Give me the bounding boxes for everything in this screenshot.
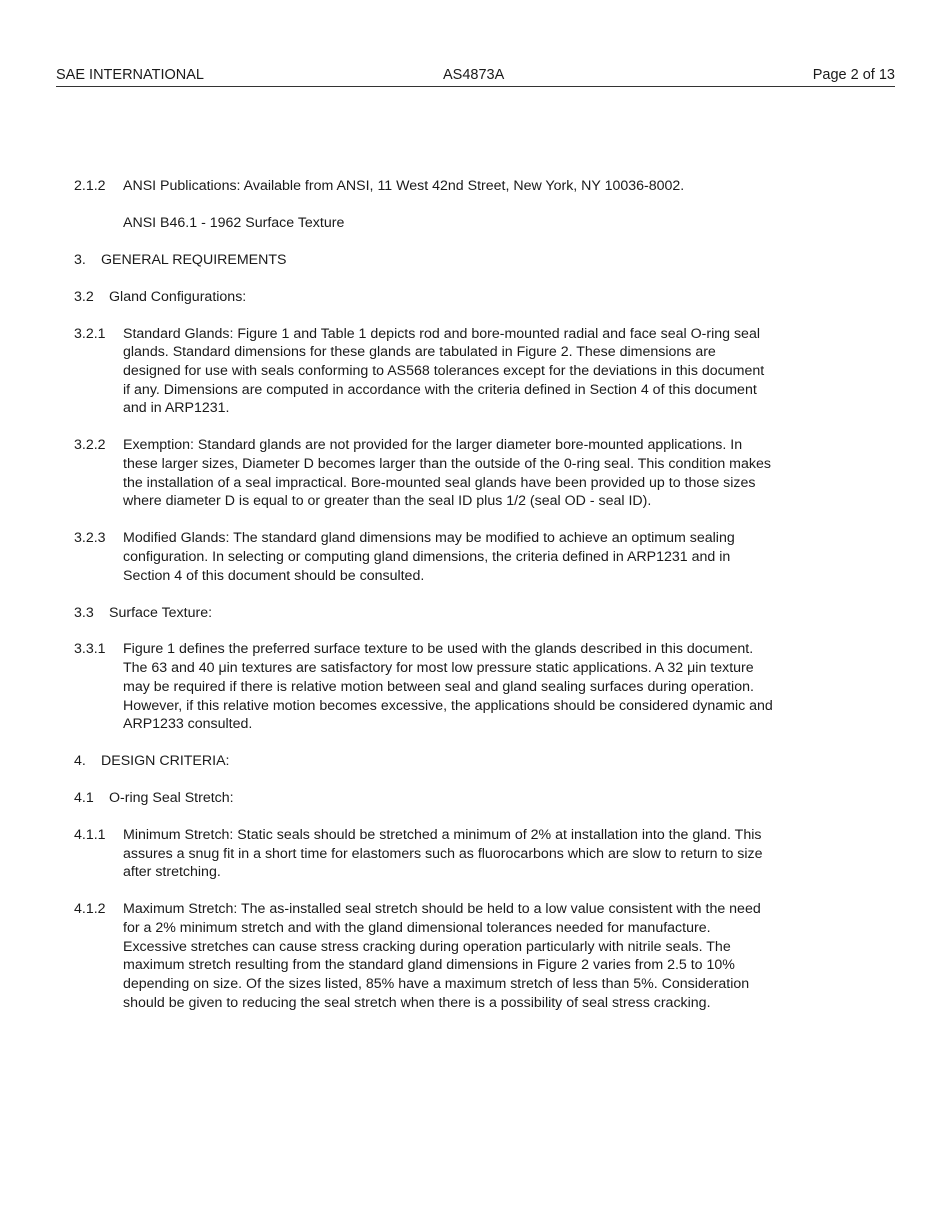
section-heading: GENERAL REQUIREMENTS [101,251,287,268]
paragraph-line: Excessive stretches can cause stress cracking during operation particularly with nitrile seals. The [123,938,731,955]
section-3-2-1 [74,325,844,419]
paragraph-line: where diameter D is equal to or greater than the seal ID plus 1/2 (seal OD - seal ID). [123,493,652,510]
section-number: 4.1 [74,790,94,807]
section-3-heading [74,251,844,270]
section-number: 3.3 [74,604,94,621]
paragraph-line: Section 4 of this document should be consulted. [123,567,425,584]
paragraph-line: glands. Standard dimensions for these glands are tabulated in Figure 2. These dimensions are [123,344,716,361]
header-document-id: AS4873A [443,67,505,83]
paragraph-line: the installation of a seal impractical. Bore-mounted seal glands have been provided up to those sizes [123,474,756,491]
section-4-heading [74,752,844,771]
section-4-1-heading [74,789,844,808]
paragraph-line: ARP1233 consulted. [123,716,253,733]
paragraph-line: after stretching. [123,864,221,881]
paragraph-line: Standard Glands: Figure 1 and Table 1 depicts rod and bore-mounted radial and face seal O-ring seal [123,325,760,342]
section-number: 4. [74,753,86,770]
section-number: 4.1.2 [74,901,106,918]
paragraph-line: maximum stretch resulting from the standard gland dimensions in Figure 2 varies from 2.5 to 10% [123,957,735,974]
section-heading: O-ring Seal Stretch: [109,790,234,807]
paragraph-line: assures a snug fit in a short time for elastomers such as fluorocarbons which are slow to return to size [123,845,763,862]
paragraph-line: The 63 and 40 μin textures are satisfactory for most low pressure static applications. A 32 μin texture [123,660,754,677]
paragraph-line: Modified Glands: The standard gland dimensions may be modified to achieve an optimum sealing [123,530,735,547]
paragraph-line: and in ARP1231. [123,400,230,417]
section-heading: DESIGN CRITERIA: [101,753,230,770]
section-number: 3.2.1 [74,325,106,342]
section-heading: Surface Texture: [109,604,213,621]
section-3-2-3 [74,529,844,585]
paragraph-line: Exemption: Standard glands are not provided for the larger diameter bore-mounted applications. In [123,437,743,454]
paragraph-line: Minimum Stretch: Static seals should be stretched a minimum of 2% at installation into the gland. This [123,826,762,843]
section-3-2-heading [74,288,844,307]
paragraph-line: Maximum Stretch: The as-installed seal stretch should be held to a low value consistent with the need [123,901,761,918]
paragraph-line: if any. Dimensions are computed in accordance with the criteria defined in Section 4 of this document [123,381,757,398]
paragraph-line: may be required if there is relative motion between seal and gland sealing surfaces during operation. [123,678,754,695]
paragraph-line: configuration. In selecting or computing gland dimensions, the criteria defined in ARP1231 and in [123,548,731,565]
section-number: 4.1.1 [74,826,106,843]
section-number: 3.2.2 [74,437,106,454]
paragraph-line: Figure 1 defines the preferred surface texture to be used with the glands described in this document. [123,641,754,658]
section-number: 3.2 [74,288,94,305]
section-heading: Gland Configurations: [109,288,247,305]
section-4-1-2 [74,900,844,1012]
paragraph-line: designed for use with seals conforming to AS568 tolerances except for the deviations in this document [123,362,765,379]
section-number: 2.1.2 [74,178,106,194]
header-organization: SAE INTERNATIONAL [56,67,204,83]
section-number: 3.3.1 [74,641,106,658]
section-2-1-2 [74,177,844,196]
document-body [74,177,844,1012]
paragraph-line: these larger sizes, Diameter D becomes larger than the outside of the 0-ring seal. This condition makes [123,455,771,472]
section-4-1-1 [74,826,844,882]
header-page-number: Page 2 of 13 [812,67,895,83]
paragraph-line: However, if this relative motion becomes excessive, the applications should be considered dynamic and [123,697,773,714]
section-number: 3.2.3 [74,530,106,547]
section-3-3-heading [74,604,844,623]
reference-text: ANSI B46.1 - 1962 Surface Texture [123,214,345,231]
paragraph-line: for a 2% minimum stretch and with the gland dimensional tolerances needed for manufacture. [123,919,711,936]
section-3-3-1 [74,640,844,734]
paragraph-line: depending on size. Of the sizes listed, 85% have a maximum stretch of less than 5%. Consideration [123,976,750,993]
paragraph-line: should be given to reducing the seal stretch when there is a possibility of seal stress cracking. [123,994,711,1011]
section-text: ANSI Publications: Available from ANSI, 11 West 42nd Street, New York, NY 10036-8002. [123,178,685,194]
section-number: 3. [74,251,86,268]
page-header [56,66,895,87]
reference-ansi-b46 [74,214,844,233]
section-3-2-2 [74,436,844,511]
